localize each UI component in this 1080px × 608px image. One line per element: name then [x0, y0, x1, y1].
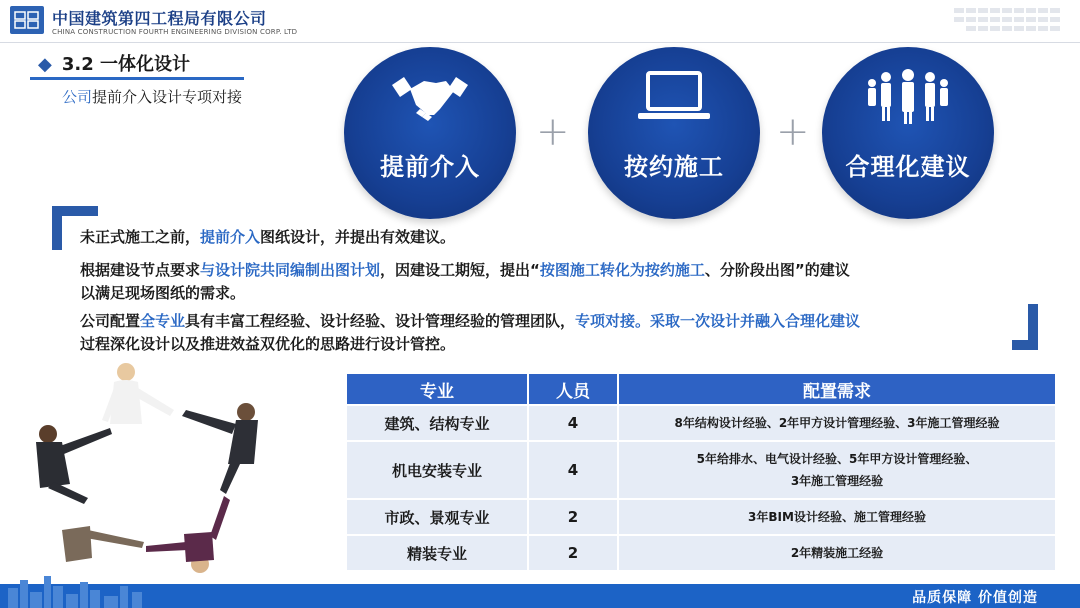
company-logo	[10, 6, 44, 34]
laptop-icon	[634, 69, 714, 125]
paragraph-1	[80, 226, 455, 249]
text: 图纸设计，并提出有效建议。	[260, 228, 456, 246]
text-highlight: 专项对接。采取一次设计并融入合理化建议	[575, 312, 861, 330]
text: 未正式施工之前，	[80, 228, 201, 246]
table-row	[347, 500, 1055, 534]
text: 具有丰富工程经验、设计经验、设计管理经验的管理团队，	[185, 312, 576, 330]
table-header-row	[347, 374, 1055, 404]
table-cell-requirement: 2年精装施工经验	[617, 536, 1055, 570]
table-row	[347, 442, 1055, 498]
table-cell-major: 精装专业	[347, 536, 527, 570]
table-cell-major: 机电安装专业	[347, 442, 527, 498]
company-name-cn: 中国建筑第四工程局有限公司	[52, 9, 267, 28]
circle-label: 按约施工	[624, 153, 724, 181]
subtitle-highlight: 公司	[62, 88, 93, 106]
header-decoration-icon	[954, 6, 1070, 36]
section-title	[38, 50, 190, 76]
table-cell-count: 4	[527, 406, 617, 440]
logo-icon	[14, 10, 40, 30]
plus-sign: +	[776, 109, 810, 155]
company-name-en: CHINA CONSTRUCTION FOURTH ENGINEERING DIVISION CORP. LTD	[52, 28, 298, 36]
table-cell-count: 2	[527, 500, 617, 534]
requirement-line: 5年给排水、电气设计经验、5年甲方设计管理经验、	[696, 452, 978, 466]
section-title-text: 3.2 一体化设计	[61, 54, 190, 75]
text: ，因建设工期短，提出“	[380, 261, 540, 279]
table-cell-requirement: 3年BIM设计经验、施工管理经验	[617, 500, 1055, 534]
table-header-cell: 配置需求	[617, 374, 1055, 404]
table-cell-major: 建筑、结构专业	[347, 406, 527, 440]
table-header-cell: 专业	[347, 374, 527, 404]
table-cell-count: 2	[527, 536, 617, 570]
table-cell-requirement: 8年结构设计经验、2年甲方设计管理经验、3年施工管理经验	[617, 406, 1055, 440]
text: 公司配置	[80, 312, 141, 330]
team-icon	[866, 69, 950, 125]
paragraph-3	[80, 310, 1020, 356]
table-cell-major: 市政、景观专业	[347, 500, 527, 534]
requirement-line: 3年施工管理经验	[790, 474, 884, 488]
text-highlight: 按图施工转化为按约施工	[539, 261, 705, 279]
circle-label: 提前介入	[380, 153, 480, 181]
text-highlight: 提前介入	[200, 228, 261, 246]
section-subtitle	[62, 86, 242, 107]
text-highlight: 全专业	[140, 312, 186, 330]
circle-early-involvement	[344, 47, 516, 219]
table-row	[347, 406, 1055, 440]
circle-rational-suggestions	[822, 47, 994, 219]
subtitle-text: 提前介入设计专项对接	[92, 88, 243, 106]
footer-slogan: 品质保障 价值创造	[912, 590, 1038, 606]
text: 过程深化设计以及推进效益双优化的思路进行设计管控。	[80, 335, 456, 353]
diamond-bullet-icon: ◆	[38, 54, 52, 75]
text-highlight: 与设计院共同编制出图计划	[200, 261, 381, 279]
header-divider	[0, 42, 1080, 43]
handshake-icon	[390, 69, 470, 125]
section-title-underline	[30, 77, 244, 80]
staffing-table	[347, 372, 1055, 572]
circle-contract-construction	[588, 47, 760, 219]
text: 根据建设节点要求	[80, 261, 201, 279]
table-cell-count: 4	[527, 442, 617, 498]
table-row	[347, 536, 1055, 570]
text: 、分阶段出图”的建议	[704, 261, 850, 279]
city-skyline-icon	[0, 574, 170, 608]
circle-label: 合理化建议	[845, 153, 971, 181]
table-header-cell: 人员	[527, 374, 617, 404]
teamwork-people-image	[14, 354, 284, 584]
table-cell-requirement	[617, 442, 1055, 498]
paragraph-2	[80, 259, 1020, 305]
text: 以满足现场图纸的需求。	[80, 284, 246, 302]
plus-sign: +	[536, 109, 570, 155]
